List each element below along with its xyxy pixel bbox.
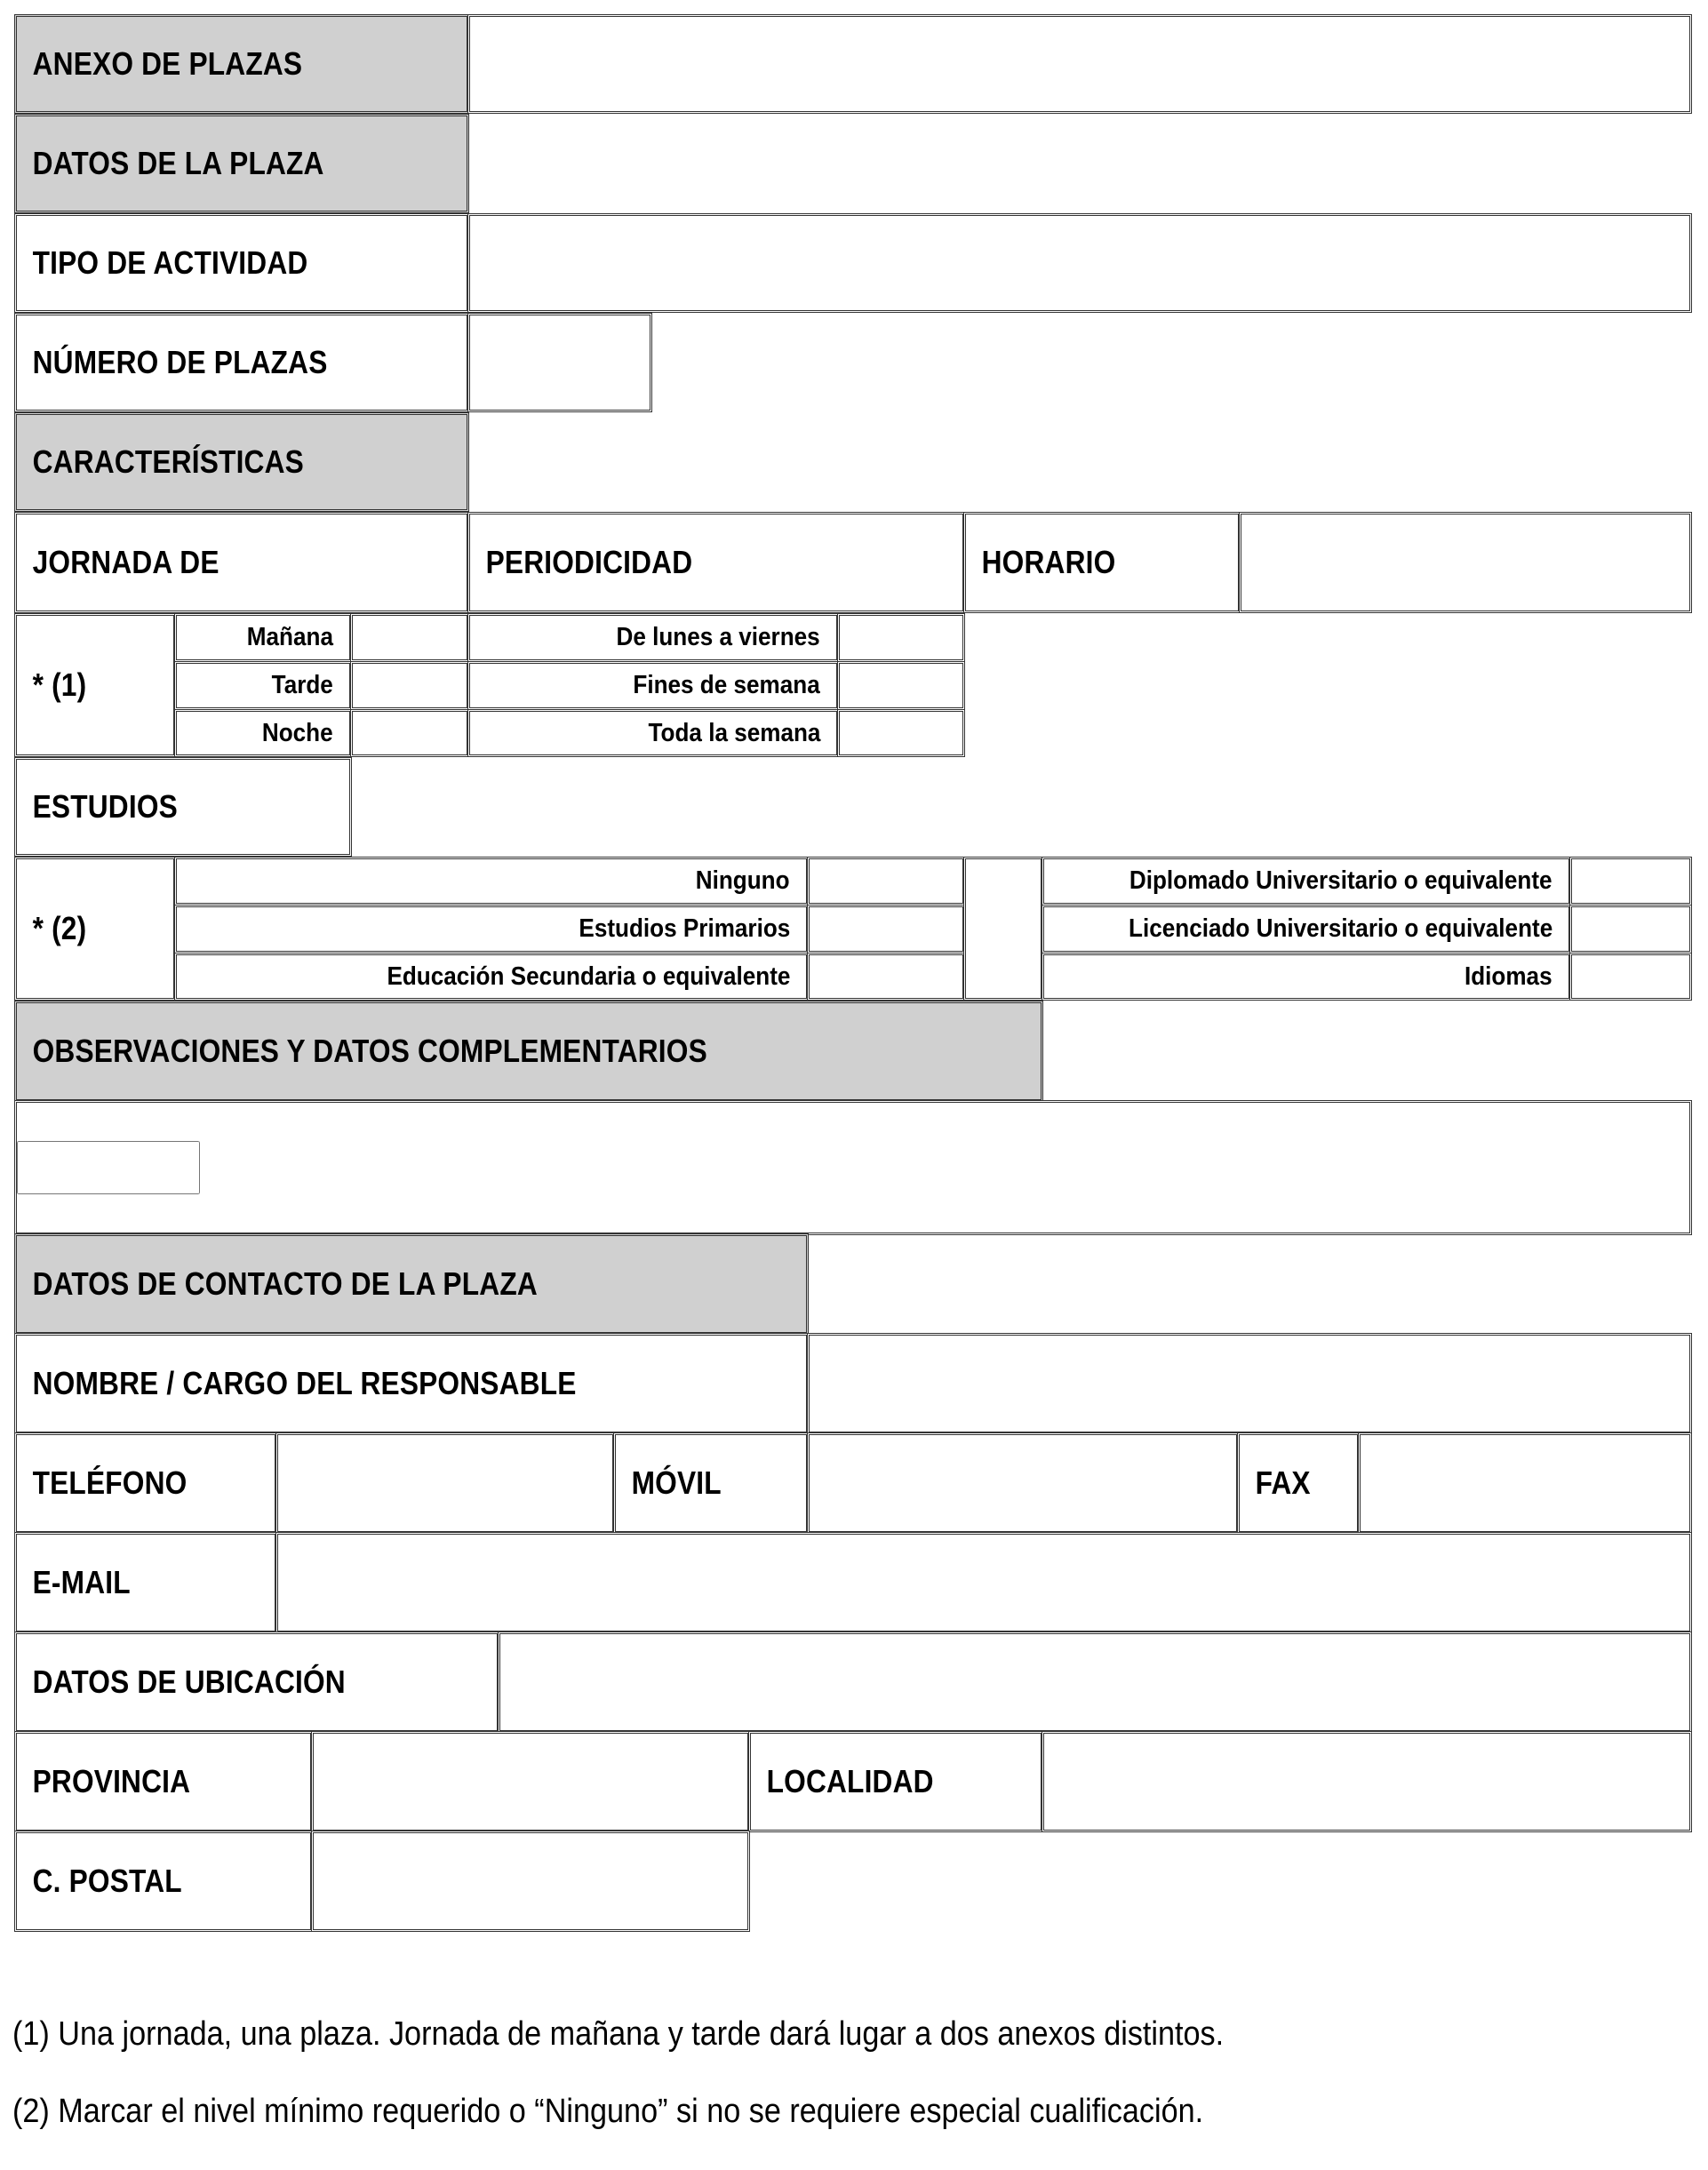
estudios-option-label: Diplomado Universitario o equivalente bbox=[1129, 866, 1552, 895]
numero-de-plazas-input[interactable] bbox=[470, 315, 650, 410]
movil-input[interactable] bbox=[810, 1435, 1236, 1531]
estudios-primarios-checkbox[interactable] bbox=[807, 905, 965, 953]
estudios-option-secundaria bbox=[174, 953, 809, 1001]
estudios-label-cell bbox=[14, 757, 352, 857]
telefono-label: TELÉFONO bbox=[32, 1464, 188, 1501]
horario-label-cell bbox=[963, 512, 1241, 613]
estudios-option-label: Educación Secundaria o equivalente bbox=[387, 961, 790, 991]
estudios-option-label: Idiomas bbox=[1465, 961, 1552, 991]
nombre-cargo-label: NOMBRE / CARGO DEL RESPONSABLE bbox=[32, 1365, 577, 1401]
telefono-input[interactable] bbox=[278, 1435, 612, 1531]
jornada-option-label: Noche bbox=[262, 718, 333, 747]
periodicidad-toda-semana-checkbox[interactable] bbox=[837, 709, 965, 757]
telefono-field[interactable] bbox=[275, 1432, 615, 1534]
anexo-de-plazas-label: ANEXO DE PLAZAS bbox=[32, 45, 303, 82]
movil-label-cell bbox=[613, 1432, 809, 1534]
estudios-option-label: Ninguno bbox=[696, 866, 790, 895]
observaciones-label-cell bbox=[14, 1001, 1043, 1102]
datos-ubicacion-label: DATOS DE UBICACIÓN bbox=[32, 1663, 346, 1700]
datos-contacto-label: DATOS DE CONTACTO DE LA PLAZA bbox=[32, 1265, 538, 1302]
datos-ubicacion-label-cell bbox=[14, 1631, 499, 1733]
provincia-label: PROVINCIA bbox=[32, 1763, 191, 1799]
periodicidad-fines-semana-checkbox[interactable] bbox=[837, 661, 965, 710]
telefono-label-cell bbox=[14, 1432, 277, 1534]
fax-label: FAX bbox=[1255, 1464, 1311, 1501]
c-postal-input[interactable] bbox=[314, 1833, 747, 1929]
observaciones-label: OBSERVACIONES Y DATOS COMPLEMENTARIOS bbox=[32, 1033, 707, 1069]
anexo-de-plazas-label-cell bbox=[14, 14, 469, 114]
fax-field[interactable] bbox=[1358, 1432, 1692, 1534]
jornada-option-noche bbox=[174, 709, 352, 757]
jornada-option-manana bbox=[174, 613, 352, 662]
estudios-label: ESTUDIOS bbox=[32, 788, 178, 825]
periodicidad-label: PERIODICIDAD bbox=[485, 544, 693, 580]
localidad-label-cell bbox=[748, 1731, 1043, 1832]
estudios-licenciado-checkbox[interactable] bbox=[1569, 905, 1692, 953]
horario-input[interactable] bbox=[1241, 515, 1689, 610]
jornada-de-label-cell bbox=[14, 512, 469, 613]
tipo-de-actividad-label: TIPO DE ACTIVIDAD bbox=[32, 244, 308, 281]
jornada-de-label: JORNADA DE bbox=[32, 544, 219, 580]
estudios-option-label: Estudios Primarios bbox=[579, 914, 790, 943]
email-label: E-MAIL bbox=[32, 1564, 131, 1600]
nombre-cargo-field[interactable] bbox=[807, 1333, 1692, 1434]
jornada-tarde-checkbox[interactable] bbox=[350, 661, 469, 710]
estudios-secundaria-checkbox[interactable] bbox=[807, 953, 965, 1001]
jornada-option-label: Mañana bbox=[246, 623, 333, 651]
tipo-de-actividad-label-cell bbox=[14, 213, 469, 313]
note-ref-1-cell bbox=[14, 613, 176, 757]
estudios-option-licenciado bbox=[1042, 905, 1571, 953]
movil-label: MÓVIL bbox=[631, 1464, 722, 1501]
jornada-option-tarde bbox=[174, 661, 352, 710]
localidad-field[interactable] bbox=[1042, 1731, 1692, 1832]
numero-de-plazas-field[interactable] bbox=[467, 313, 652, 412]
datos-ubicacion-input[interactable] bbox=[500, 1634, 1689, 1730]
tipo-de-actividad-input[interactable] bbox=[470, 216, 1689, 310]
datos-de-la-plaza-label: DATOS DE LA PLAZA bbox=[32, 145, 324, 181]
localidad-input[interactable] bbox=[1044, 1734, 1689, 1830]
observaciones-field[interactable] bbox=[14, 1100, 1692, 1235]
fax-label-cell bbox=[1237, 1432, 1360, 1534]
provincia-label-cell bbox=[14, 1731, 313, 1832]
periodicidad-option-label: Fines de semana bbox=[633, 671, 820, 699]
localidad-label: LOCALIDAD bbox=[766, 1763, 934, 1799]
footnote-1: (1) Una jornada, una plaza. Jornada de mañana y tarde dará lugar a dos anexos distintos. bbox=[12, 2015, 1225, 2053]
periodicidad-lunes-viernes-checkbox[interactable] bbox=[837, 613, 965, 662]
anexo-de-plazas-field[interactable] bbox=[467, 14, 1692, 114]
nombre-cargo-input[interactable] bbox=[810, 1336, 1689, 1432]
estudios-option-primarios bbox=[174, 905, 809, 953]
datos-contacto-label-cell bbox=[14, 1233, 809, 1335]
estudios-idiomas-checkbox[interactable] bbox=[1569, 953, 1692, 1001]
c-postal-field[interactable] bbox=[311, 1831, 750, 1932]
provincia-input[interactable] bbox=[314, 1734, 747, 1830]
jornada-noche-checkbox[interactable] bbox=[350, 709, 469, 757]
datos-ubicacion-field[interactable] bbox=[498, 1631, 1692, 1733]
horario-field[interactable] bbox=[1239, 512, 1692, 613]
note-ref-2-cell bbox=[14, 857, 176, 1001]
estudios-ninguno-checkbox[interactable] bbox=[807, 857, 965, 905]
jornada-option-label: Tarde bbox=[271, 671, 333, 699]
tipo-de-actividad-field[interactable] bbox=[467, 213, 1692, 313]
provincia-field[interactable] bbox=[311, 1731, 750, 1832]
numero-de-plazas-label: NÚMERO DE PLAZAS bbox=[32, 344, 328, 380]
periodicidad-option-fines-semana bbox=[467, 661, 839, 710]
periodicidad-option-toda-semana bbox=[467, 709, 839, 757]
horario-label: HORARIO bbox=[981, 544, 1116, 580]
fax-input[interactable] bbox=[1361, 1435, 1689, 1531]
datos-de-la-plaza-label-cell bbox=[14, 114, 469, 213]
jornada-manana-checkbox[interactable] bbox=[350, 613, 469, 662]
movil-field[interactable] bbox=[807, 1432, 1239, 1534]
estudios-option-label: Licenciado Universitario o equivalente bbox=[1128, 914, 1552, 943]
estudios-option-diplomado bbox=[1042, 857, 1571, 905]
estudios-option-idiomas bbox=[1042, 953, 1571, 1001]
estudios-option-ninguno bbox=[174, 857, 809, 905]
caracteristicas-label: CARACTERÍSTICAS bbox=[32, 443, 304, 480]
periodicidad-option-lunes-viernes bbox=[467, 613, 839, 662]
c-postal-label: C. POSTAL bbox=[32, 1863, 182, 1899]
email-label-cell bbox=[14, 1532, 277, 1633]
estudios-spacer-cell bbox=[963, 857, 1043, 1001]
c-postal-label-cell bbox=[14, 1831, 313, 1932]
nombre-cargo-label-cell bbox=[14, 1333, 809, 1434]
estudios-diplomado-checkbox[interactable] bbox=[1569, 857, 1692, 905]
numero-de-plazas-label-cell bbox=[14, 313, 469, 412]
observaciones-textarea[interactable] bbox=[17, 1141, 200, 1194]
email-field[interactable] bbox=[275, 1532, 1692, 1633]
note-ref-2: * (2) bbox=[32, 910, 87, 946]
caracteristicas-label-cell bbox=[14, 412, 469, 512]
periodicidad-option-label: Toda la semana bbox=[648, 718, 820, 747]
email-input[interactable] bbox=[278, 1535, 1689, 1631]
note-ref-1: * (1) bbox=[32, 666, 87, 703]
footnote-2: (2) Marcar el nivel mínimo requerido o “Ninguno” si no se requiere especial cualificación. bbox=[12, 2093, 1204, 2130]
periodicidad-option-label: De lunes a viernes bbox=[616, 623, 820, 651]
anexo-de-plazas-input[interactable] bbox=[470, 17, 1689, 111]
periodicidad-label-cell bbox=[467, 512, 965, 613]
